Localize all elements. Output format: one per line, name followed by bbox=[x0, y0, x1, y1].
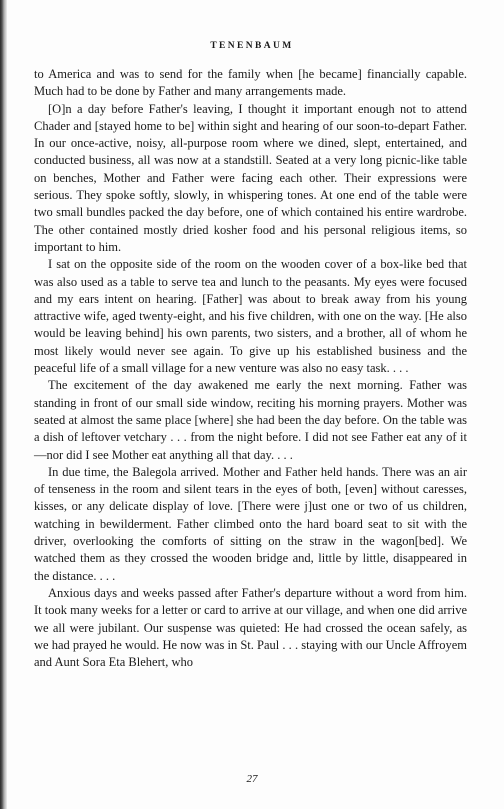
binding-shadow bbox=[0, 0, 7, 809]
paragraph: [O]n a day before Father's leaving, I thought it important enough not to attend Chader and [stayed home to be] within sight and hearing of our soon-to-depart Father. In our once-active, noisy, all-purpose room where we dined, slept, entertained, and conducted business, all was now at a standstill. Seated at a very long picnic-like table on benches, Mother and Father were facing each other. Their expressions were serious. They spoke softly, slowly, in whispering tones. At one end of the table were two small bundles packed the day before, one of which contained his entire wardrobe. The other contained mostly dried kosher food and his personal religious items, so important to him. bbox=[34, 101, 467, 254]
body-text bbox=[34, 66, 467, 671]
paragraph: Anxious days and weeks passed after Father's departure without a word from him. It took many weeks for a letter or card to arrive at our village, and when one did arrive we all were jubilant. Our suspense was quieted: He had crossed the ocean safely, as we had prayed he would. He now was in St. Paul . . . staying with our Uncle Affroyem and Aunt Sora Eta Blehert, who bbox=[34, 585, 467, 670]
paragraph: In due time, the Balegola arrived. Mother and Father held hands. There was an air of tenseness in the room and silent tears in the eyes of both, [even] without caresses, kisses, or any delicate display of love. [There were j]ust one or two of us children, watching in bewilderment. Father climbed onto the hard board seat to sit with the driver, overlooking the comforts of sitting on the straw in the wagon[bed]. We watched them as they crossed the wooden bridge and, little by little, disappeared in the distance. . . . bbox=[34, 464, 467, 583]
paragraph-continuation: to America and was to send for the family when [he became] financially capable. Much had to be done by Father and many arrangements made. bbox=[34, 67, 467, 99]
paragraph: I sat on the opposite side of the room on the wooden cover of a box-like bed that was also used as a table to serve tea and lunch to the peasants. My eyes were focused and my ears intent on hearing. [Father] was about to break away from his young attractive wife, aged twenty-eight, and his five children, with one on the way. [He also would be leaving behind] his own parents, two sisters, and a brother, all of whom he most likely would never see again. To give up his established business and the peaceful life of a small village for a new venture was also no easy task. . . . bbox=[34, 257, 467, 376]
page-number: 27 bbox=[246, 773, 258, 785]
running-head: TENENBAUM bbox=[210, 41, 294, 51]
paragraph: The excitement of the day awakened me early the next morning. Father was standing in front of our small side window, reciting his morning prayers. Mother was seated at almost the same place [where] she had been the day before. On the table was a dish of leftover vetchary . . . from the night before. I did not see Father eat any of it—nor did I see Mother eat anything all that day. . . . bbox=[34, 378, 467, 462]
